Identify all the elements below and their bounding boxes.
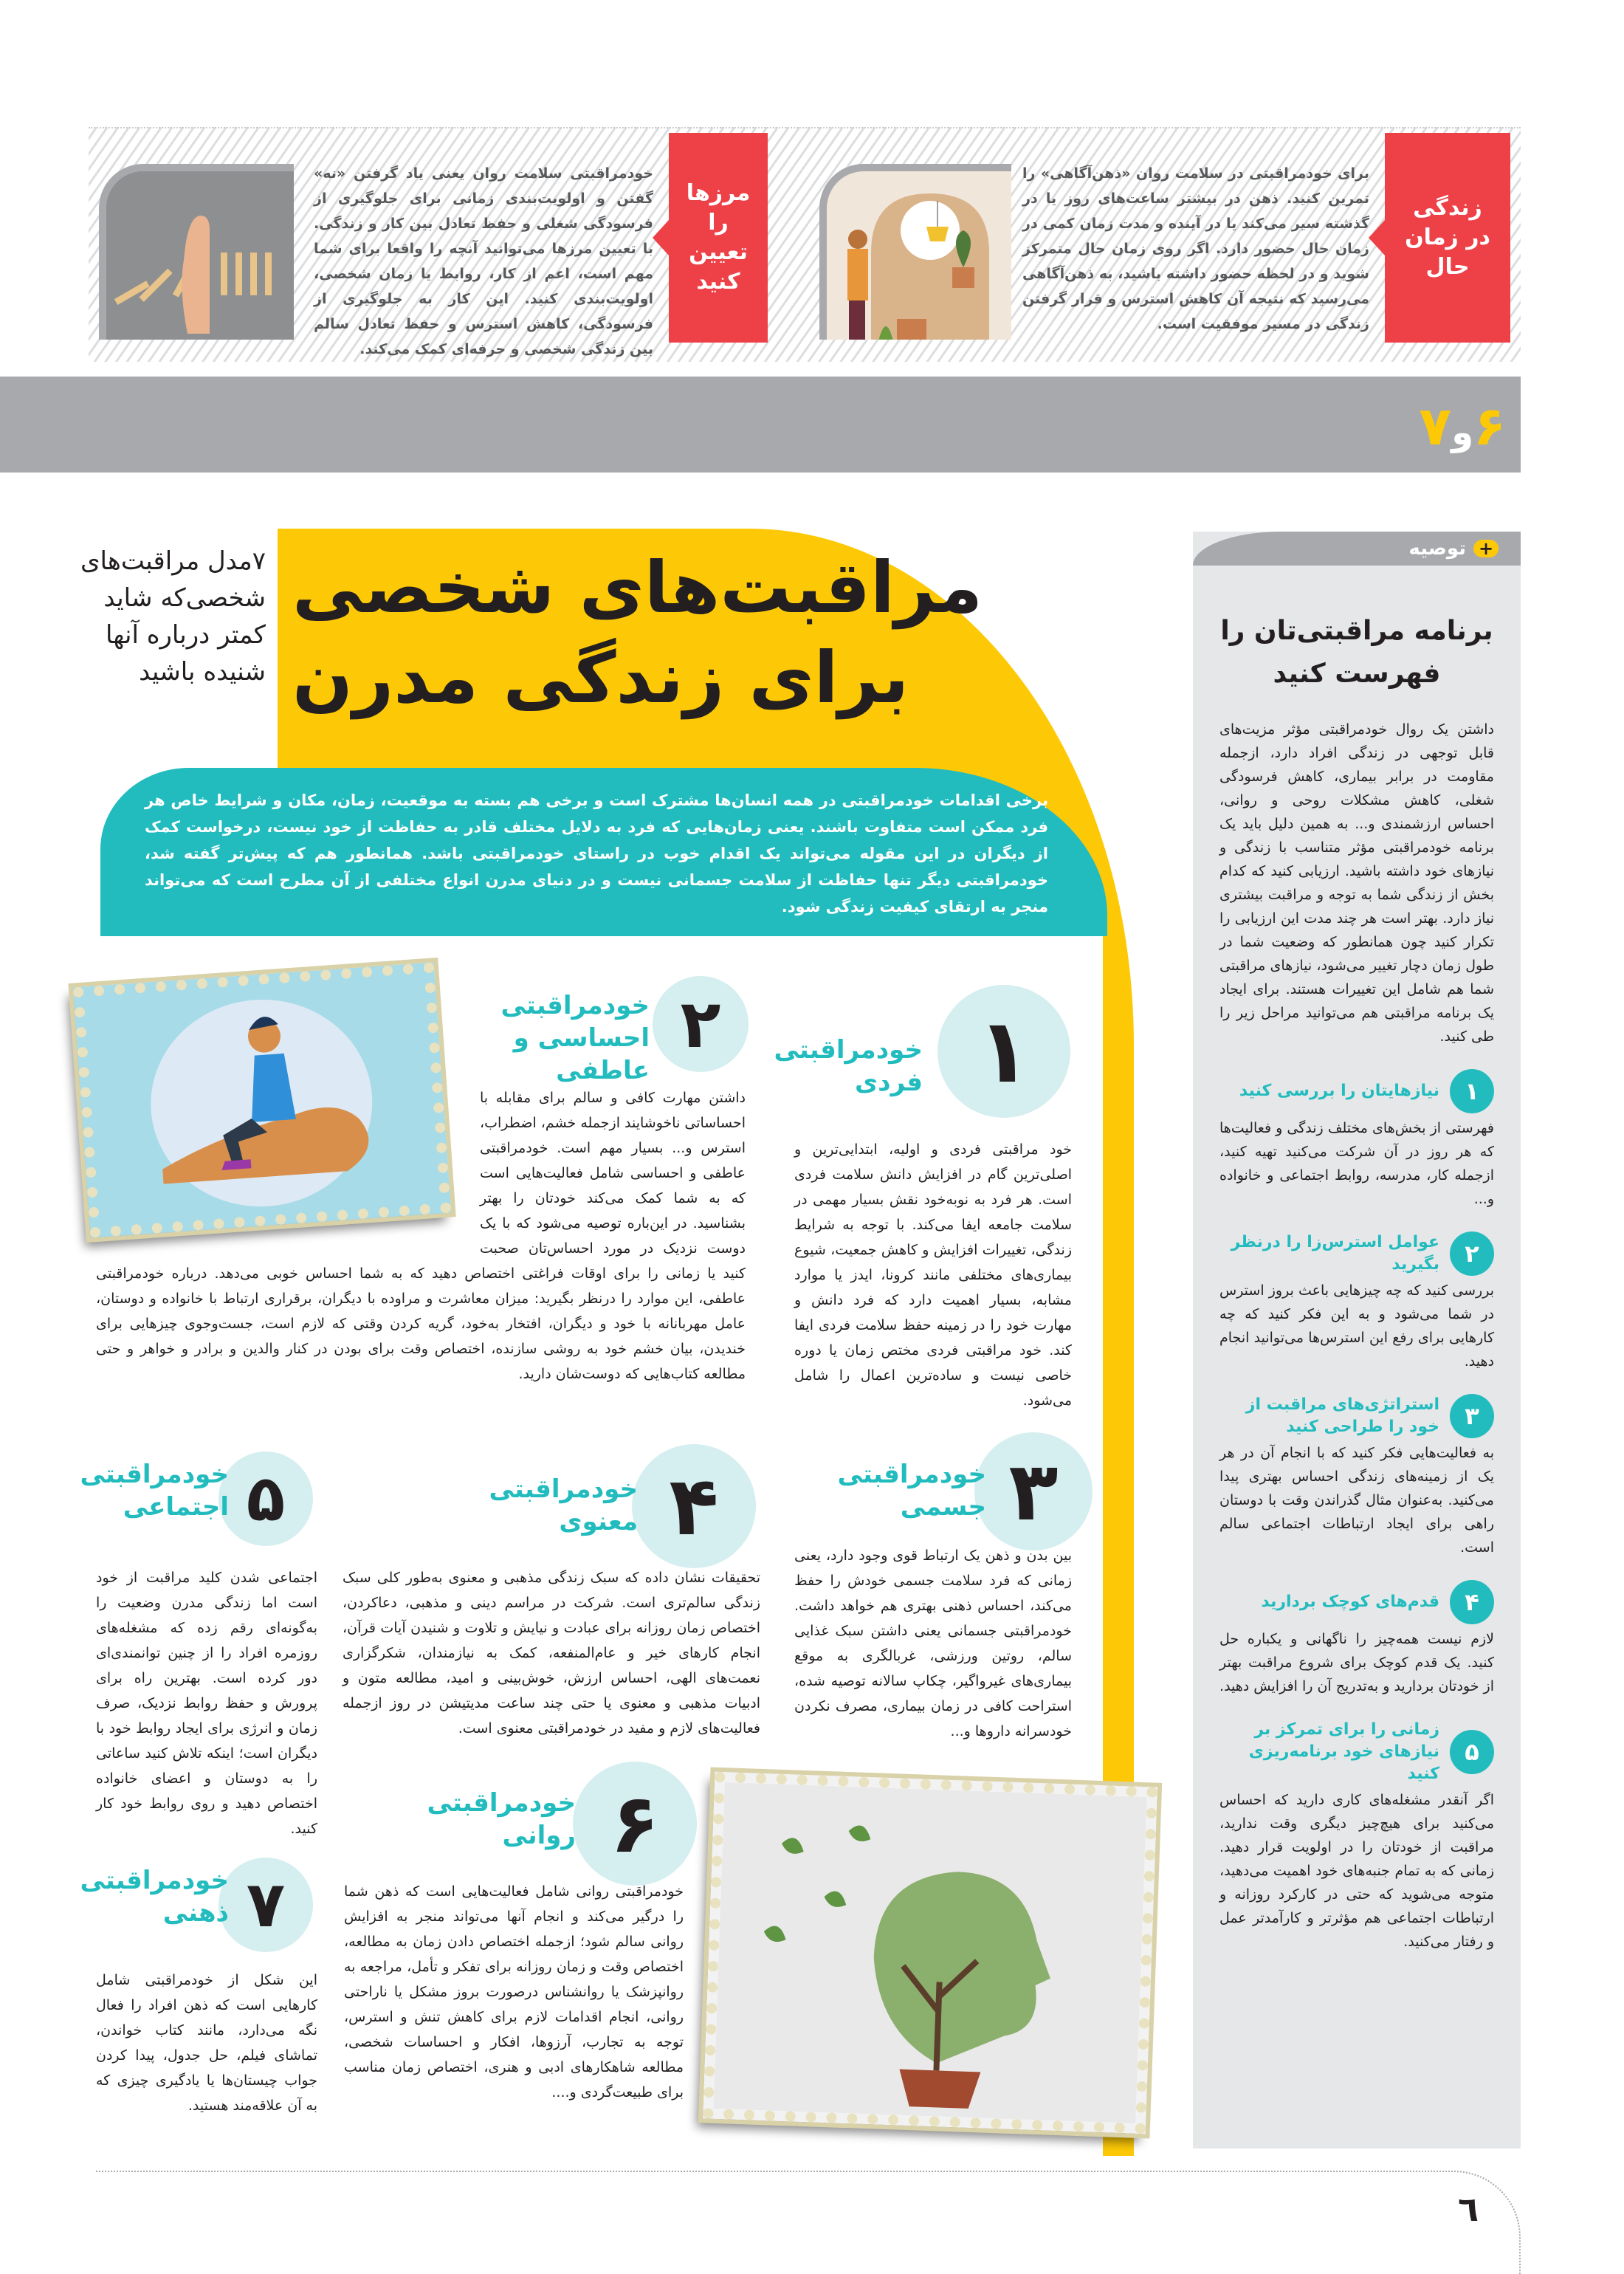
page-title (292, 543, 1090, 723)
section-4-number: ۴ (632, 1444, 756, 1568)
section-5-body: اجتماعی شدن کلید مراقبت از خود است اما زندگی مدرن وضعیت را به‌گونه‌ای رقم زده که مشغله‌های روزمره افراد را از چنین توانمندی‌ای دور کرده است. بهترین راه برای پرورش و حفظ روابط نزدیک، صرف زمان و انرژی برای ایجاد روابط خود با دیگران است؛ اینکه تلاش کنید ساعاتی را به دوستان و اعضای خانواده اختصاص دهید و روی روابط خود کار کنید. (96, 1570, 317, 1837)
section-7-title: خودمراقبتی ذهنی (80, 1866, 229, 1928)
page-b: ۷ (1419, 395, 1452, 457)
section-4-title: خودمراقبتی معنوی (489, 1474, 638, 1536)
step-number-badge: ۲ (1450, 1232, 1494, 1276)
step-body: به فعالیت‌هایی فکر کنید که با انجام آن در هر یک از زمینه‌های زندگی احساس بهتری پیدا می‌کنید. به‌عنوان مثال گذراندن وقت با دوستان راهی برای ایجاد ارتباطات اجتماعی سالم است. (1219, 1445, 1494, 1556)
step-title: زمانی را برای تمرکز بر نیازهای خود برنامه‌ریزی کنید (1248, 1720, 1439, 1783)
title-line-2: برای زندگی مدرن (292, 636, 909, 719)
sidebar-step (1193, 1580, 1521, 1698)
section-3-body: بین بدن و ذهن یک ارتباط قوی وجود دارد، یعنی زمانی که فرد سلامت جسمی خودش را حفظ می‌کند، احساس ذهنی بهتری هم خواهد داشت. خودمراقبتی جسمانی یعنی داشتن سبک غذایی سالم، روتین ورزشی، غربالگری به موقع بیماری‌های غیرواگیر، چکاپ سالانه توصیه شده، استراحت کافی در زمان بیماری، مصرف نکردن خودسرانه داروها و... (794, 1548, 1072, 1739)
page-a: ۶ (1473, 395, 1506, 457)
lead-paragraph: برخی اقدامات خودمراقبتی در همه انسان‌ها مشترک است و برخی هم بسته به موقعیت، زمان، مکان و شرایط خاص هر فرد ممکن است متفاوت باشند. یعنی زمان‌هایی که فرد به دلایل مختلف قادر به حفاظت از خود نیست، درخواست کمک از دیگران در این مقوله می‌تواند یک اقدام خوب در راستای خودمراقبتی باشد. همانطور هم که پیش‌تر گفته شد، خودمراقبتی دیگر تنها حفاظت از سلامت جسمانی نیست و در دنیای مدرن انواع مختلفی از آن مطرح است که می‌تواند منجر به ارتقای کیفیت زندگی شود. (100, 768, 1107, 936)
footer-rule (96, 2171, 1521, 2274)
step-number-badge: ۱ (1450, 1069, 1494, 1113)
section-1-title: خودمراقبتی فردی (774, 1035, 923, 1097)
domino-photo (99, 164, 294, 340)
subtitle: ۷مدل مراقبت‌های شخصی‌که شاید کمتر درباره آنها شنیده باشید (80, 546, 266, 687)
hand-stopping-dominoes-icon (106, 171, 294, 340)
tag-label: زندگی در زمان حال (1405, 195, 1490, 280)
person-on-hand-icon (84, 973, 441, 1226)
page-range (1419, 395, 1506, 457)
sidebar-step (1193, 1394, 1521, 1559)
step-title: عوامل استرس‌زا را درنظر بگیرید (1231, 1233, 1439, 1274)
step-body: لازم نیست همه‌چیز را ناگهانی و یکباره حل کنید. یک قدم کوچک برای شروع مراقبت بهتر از خودتان بردارید و به‌تدریج آن را افزایش دهید. (1219, 1631, 1494, 1694)
emotional-care-illustration (73, 962, 452, 1237)
boundaries-text: خودمراقبتی سلامت روان یعنی یاد گرفتن «نه» گفتن و اولویت‌بندی زمانی برای جلوگیری از فرسودگی شغلی و حفظ تعادل بین کار و زندگی. با تعیین مرزها می‌توانید آنچه را واقعا برای شما مهم است، اعم از کار، روابط یا زمان شخصی، اولویت‌بندی کنید. این کار به جلوگیری از فرسودگی، کاهش استرس و حفظ تعادل سالم بین زندگی شخصی و حرفه‌ای کمک می‌کند. (314, 165, 653, 357)
sidebar-step-header (1219, 1394, 1494, 1438)
section-5-number: ۵ (219, 1452, 313, 1546)
sidebar-step (1193, 1069, 1521, 1211)
section-1-body: خود مراقبتی فردی و اولیه، ابتدایی‌ترین و اصلی‌ترین گام در افزایش دانش سلامت فردی است. هر فرد به نوبه‌خود نقش بسیار مهمی در سلامت جامعه ایفا می‌کند. با توجه به شرایط زندگی، تغییرات افزایش و کاهش جمعیت، شیوع بیماری‌های مختلفی مانند کرونا، ایدز یا موارد مشابه، بسیار اهمیت دارد که فرد دانش و مهارت خود را در زمینه حفظ سلامت فردی ایفا کند. خود مراقبتی فردی مختص زمان یا دوره خاصی نیست و ساده‌ترین اعمال را شامل می‌شود. (794, 1141, 1072, 1409)
sidebar-step-header (1219, 1232, 1494, 1276)
page-and: و (1451, 412, 1474, 453)
section-2-number: ۲ (653, 976, 749, 1072)
plus-icon: + (1473, 540, 1499, 557)
section-6-body: خودمراقبتی روانی شامل فعالیت‌هایی است که ذهن شما را درگیر می‌کند و انجام آنها می‌تواند منجر به افزایش روانی سالم شود؛ ازجمله اختصاص دادن زمان به مطالعه، اختصاص وقت و زمان روزانه برای تفکر و تأمل، مراجعه به روانپزشک یا روانشناس درصورت بروز مشکل یا ناراحتی روانی، انجام اقدامات لازم برای کاهش تنش و استرس، توجه به تجارب، آرزوها، افکار و احساسات شخصی، مطالعه شاهکارهای ادبی و هنری، اختصاص زمان مناسب برای طبیعت‌گردی و.... (344, 1883, 684, 2100)
section-7-body: این شکل از خودمراقبتی شامل کارهایی است که ذهن افراد را فعال نگه می‌دارد، مانند کتاب خواندن، تماشای فیلم، حل جدول، پیدا کردن جواب چیستان‌ها یا یادگیری چیزی که به آن علاقه‌مند هستید. (96, 1972, 317, 2114)
section-6-number: ۶ (573, 1762, 697, 1886)
step-body: بررسی کنید که چه چیزهایی باعث بروز استرس در شما می‌شود و به این فکر کنید که چه کارهایی برای رفع این استرس‌ها می‌توانید انجام دهید. (1219, 1282, 1494, 1370)
mental-care-illustration (703, 1772, 1157, 2134)
sidebar-header (1193, 532, 1521, 566)
sidebar-step-header (1219, 1719, 1494, 1785)
sidebar-label: توصیه (1408, 537, 1466, 560)
section-4-body: تحقیقات نشان داده که سبک زندگی مذهبی و معنوی به‌طور کلی سبک زندگی سالم‌تری است. شرکت در مراسم دینی و مذهبی، دعاکردن، اختصاص زمان روزانه برای عبادت و نیایش و تلاوت و شنیدن آیات قرآن، انجام کارهای خیر و عام‌المنفعه، کمک به نیازمندان، شکرگزاری نعمت‌های الهی، احساس ارزش، خوش‌بینی و امید، مطالعه متون و ادبیات مذهبی و معنوی یا حتی چند ساعت مدیتیشن در روز ازجمله فعالیت‌های لازم و مفید در خودمراقبتی معنوی است. (343, 1570, 760, 1737)
step-title: نیازهایتان را بررسی کنید (1239, 1082, 1439, 1100)
section-7-number: ۷ (219, 1858, 313, 1952)
section-5-title: خودمراقبتی اجتماعی (80, 1460, 229, 1522)
section-3-number: ۳ (974, 1432, 1093, 1550)
step-body: فهرستی از بخش‌های مختلف زندگی و فعالیت‌ها که هر روز در آن شرکت می‌کنید تهیه کنید، ازجمله کار، مدرسه، روابط اجتماعی و خانواده و... (1219, 1120, 1494, 1207)
step-body: اگر آنقدر مشغله‌های کاری دارید که احساس می‌کنید برای هیچ‌چیز دیگری وقت ندارید، مراقبت از خودتان را در اولویت قرار دهید. زمانی که به تمام جنبه‌های خود اهمیت می‌دهید، متوجه می‌شوید که حتی در کارکرد روزانه و ارتباطات اجتماعی هم مؤثرتر و کارآمدتر عمل و رفتار می‌کنید. (1219, 1792, 1494, 1950)
sidebar-title: برنامه مراقبتی‌تان را فهرست کنید (1220, 616, 1493, 689)
tag-set-boundaries (669, 133, 768, 343)
section-1-number: ۱ (937, 985, 1070, 1118)
tree-head-icon (713, 1782, 1146, 2123)
tag-live-in-present (1385, 133, 1510, 343)
section-6-title: خودمراقبتی روانی (427, 1788, 576, 1850)
sidebar-step (1193, 1232, 1521, 1373)
step-number-badge: ۴ (1450, 1580, 1494, 1624)
section-2-text: داشتن مهارت کافی و سالم برای مقابله با احساساتی ناخوشایند ازجمله خشم، اضطراب، استرس و... بسیار مهم است. خودمراقبتی عاطفی و احساسی شامل فعالیت‌هایی است که به شما کمک می‌کند خودتان را بهتر بشناسید. در این‌باره توصیه می‌شود که با یک دوست نزدیک در مورد احساس‌تان صحبت کنید یا زمانی را برای اوقات فراغتی اختصاص دهید که به شما احساس خوبی می‌دهد. درباره خودمراقبتی عاطفی، این موارد را درنظر بگیرید: میزان معاشرت و مراوده با دیگران، برقراری ارتباط با خانواده و دوستان، عامل مهربانانه با خود و دیگران، افتخار به‌خود، گریه کردن وقتی که لازم است، جست‌وجوی چیزهایی برای خندیدن، بیان خشم خود به روشی سازنده، اختصاص وقت برای بودن در کنار والدین و برادر و خواهر و حتی مطالعه کتاب‌هایی که دوست‌شان دارید. (96, 1090, 746, 1382)
section-3-title: خودمراقبتی جسمی (837, 1460, 986, 1522)
tag-label: مرزها را تعیین کنید (686, 180, 751, 295)
sidebar-step (1193, 1719, 1521, 1954)
sidebar-step-header (1219, 1069, 1494, 1113)
man-watering-plants-icon (827, 171, 1011, 340)
step-number-badge: ۳ (1450, 1394, 1494, 1438)
sidebar-intro: داشتن یک روال خودمراقبتی مؤثر مزیت‌های قابل توجهی در زندگی افراد دارد، ازجمله مقاومت در برابر بیماری، کاهش فرسودگی شغلی، کاهش مشکلات روحی و روانی، احساس ارزشمندی و... به همین دلیل باید یک برنامه خودمراقبتی مؤثر متناسب با زندگی و نیازهای خود داشته باشید. ارزیابی کنید که کدام بخش از زندگی شما به توجه و مراقبت بیشتری نیاز دارد. بهتر است هر چند مدت این ارزیابی را تکرار کنید چون همانطور که وضعیت شما در طول زمان دچار تغییر می‌شود، نیازهای مراقبتی شما هم شامل این تغییرات هستند. برای ایجاد یک برنامه مراقبتی هم می‌توانید مراحل زیر را طی کنید. (1219, 721, 1494, 1045)
present-moment-text: برای خودمراقبتی در سلامت روان «ذهن‌آگاهی» را تمرین کنید. ذهن در بیشتر ساعت‌های روز یا در گذشته سیر می‌کند یا در آینده و مدت زمان کمی در زمان حال حضور دارد. اگر روی زمان حال متمرکز شوید و در لحظه حضور داشته باشید، به ذهن‌آگاهی می‌رسید که نتیجه آن کاهش استرس و قرار گرفتن زندگی در مسیر موفقیت است. (1022, 165, 1369, 332)
step-title: استراتژی‌های مراقبت از خود را طراحی کنید (1245, 1395, 1439, 1436)
section-2-title: خودمراقبتی احساسی و عاطفی (500, 991, 650, 1085)
step-title: قدم‌های کوچک بردارید (1261, 1593, 1439, 1611)
sidebar-step-header (1219, 1580, 1494, 1624)
page-number: ٦ (1458, 2189, 1479, 2229)
section-band (0, 377, 1521, 473)
plants-illustration (819, 164, 1011, 340)
tips-sidebar (1193, 532, 1521, 2148)
step-number-badge: ۵ (1450, 1730, 1494, 1774)
title-line-1: مراقبت‌های شخصی (292, 546, 983, 629)
